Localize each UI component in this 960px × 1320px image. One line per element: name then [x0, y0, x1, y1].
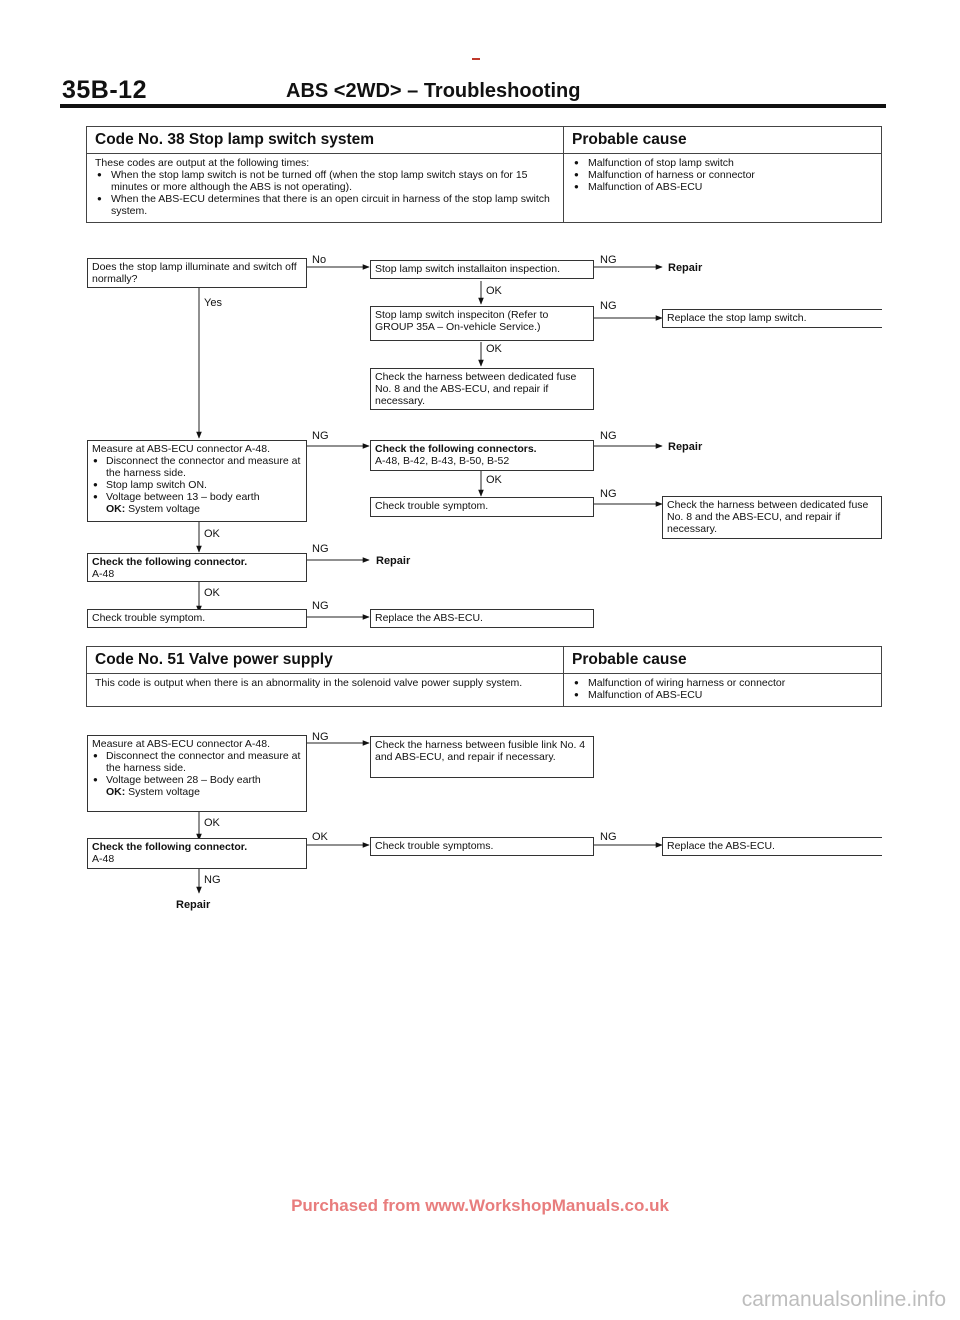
measure-step: ● Disconnect the connector and measure at the harness side.: [92, 455, 302, 479]
code-38-desc-item: ● When the stop lamp switch is not be turned off (when the stop lamp switch stays on for 15 minutes or more although the ABS is not operating).: [95, 169, 555, 193]
check-connectors-title: Check the following connectors.: [375, 443, 537, 455]
measure-ok: [92, 786, 302, 798]
box-replace-ecu-51: Replace the ABS-ECU.: [662, 837, 882, 856]
box-switch-inspection: Stop lamp switch inspeciton (Refer to GROUP 35A – On-vehicle Service.): [370, 306, 594, 341]
label-ng: NG: [312, 731, 329, 743]
box-install-inspection: Stop lamp switch installaiton inspection.: [370, 260, 594, 279]
code-51-cause: ● Malfunction of wiring harness or connector: [572, 677, 873, 689]
box-replace-switch: Replace the stop lamp switch.: [662, 309, 882, 328]
code-38-cause-heading: Probable cause: [564, 127, 882, 154]
label-ng: NG: [204, 874, 221, 886]
label-ng: NG: [600, 254, 617, 266]
q-stop-lamp: Does the stop lamp illuminate and switch off normally?: [87, 258, 307, 288]
connector-id: A-48: [92, 853, 115, 865]
label-no: No: [312, 254, 327, 266]
label-ng: NG: [312, 543, 329, 555]
label-ng: NG: [600, 488, 617, 500]
box-replace-ecu: Replace the ABS-ECU.: [370, 609, 594, 628]
repair-label: Repair: [376, 555, 411, 567]
ok-value: System voltage: [128, 503, 200, 515]
box-check-connector-51: [87, 838, 307, 869]
check-connector-title: Check the following connector.: [92, 841, 248, 853]
code-38-desc-item: ● When the ABS-ECU determines that there is an open circuit in harness of the stop lamp switch system.: [95, 193, 555, 217]
box-measure-a48-51: [87, 735, 307, 812]
watermark: carmanualsonline.info: [741, 1288, 946, 1311]
box-check-connectors: [370, 440, 594, 471]
box-check-trouble-51: Check trouble symptoms.: [370, 837, 594, 856]
code-38-title: Code No. 38 Stop lamp switch system: [87, 127, 564, 154]
box-check-trouble-2: Check trouble symptom.: [87, 609, 307, 628]
ok-label: OK:: [106, 503, 126, 515]
box-measure-a48: [87, 440, 307, 522]
box-check-connector: [87, 553, 307, 582]
code-38-cause: ● Malfunction of ABS-ECU: [572, 181, 873, 193]
code-51-cause: ● Malfunction of ABS-ECU: [572, 689, 873, 701]
label-ng: NG: [600, 430, 617, 442]
label-ng: NG: [312, 600, 329, 612]
connector-id: A-48: [92, 568, 115, 580]
box-harness-check-2: Check the harness between dedicated fuse No. 8 and the ABS-ECU, and repair if necessary.: [662, 496, 882, 539]
label-ng: NG: [312, 430, 329, 442]
label-ng: NG: [600, 300, 617, 312]
label-ok: OK: [204, 587, 220, 599]
measure-step: ● Disconnect the connector and measure at the harness side.: [92, 750, 302, 774]
measure-step: ● Stop lamp switch ON.: [92, 479, 302, 491]
measure-title: Measure at ABS-ECU connector A-48.: [92, 443, 271, 455]
measure-step: ● Voltage between 28 – Body earth: [92, 774, 302, 786]
label-ok: OK: [486, 343, 502, 355]
measure-step: ● Voltage between 13 – body earth: [92, 491, 302, 503]
repair-label: Repair: [176, 899, 211, 911]
code-51-cause-heading: Probable cause: [564, 647, 882, 674]
ok-label: OK:: [106, 786, 126, 798]
footer-purchase-note: Purchased from www.WorkshopManuals.co.uk: [291, 1196, 669, 1215]
label-ok: OK: [486, 285, 502, 297]
label-yes: Yes: [204, 297, 222, 309]
box-harness-check-1: Check the harness between dedicated fuse No. 8 and the ABS-ECU, and repair if necessary.: [370, 368, 594, 410]
measure-ok: [92, 503, 302, 515]
code-51-table: [86, 646, 882, 707]
code-51-causes: [564, 674, 882, 707]
box-harness-fusible: Check the harness between fusible link No. 4 and ABS-ECU, and repair if necessary.: [370, 736, 594, 778]
label-ok: OK: [204, 528, 220, 540]
page-number: 35B-12: [62, 76, 147, 104]
code-51-title: Code No. 51 Valve power supply: [87, 647, 564, 674]
code-51-description: This code is output when there is an abnormality in the solenoid valve power supply system.: [87, 674, 564, 707]
label-ok: OK: [312, 831, 328, 843]
repair-label: Repair: [668, 441, 703, 453]
label-ng: NG: [600, 831, 617, 843]
connectors-list: A-48, B-42, B-43, B-50, B-52: [375, 455, 510, 467]
label-ok: OK: [204, 817, 220, 829]
page-title: ABS <2WD> – Troubleshooting: [286, 80, 581, 102]
ok-value: System voltage: [128, 786, 200, 798]
box-check-trouble: Check trouble symptom.: [370, 497, 594, 517]
check-connector-title: Check the following connector.: [92, 556, 248, 568]
label-ok: OK: [486, 474, 502, 486]
code-38-cause: ● Malfunction of stop lamp switch: [572, 157, 873, 169]
code-38-desc-intro: These codes are output at the following times:: [95, 157, 310, 169]
repair-label: Repair: [668, 262, 703, 274]
measure-title: Measure at ABS-ECU connector A-48.: [92, 738, 271, 750]
code-38-cause: ● Malfunction of harness or connector: [572, 169, 873, 181]
